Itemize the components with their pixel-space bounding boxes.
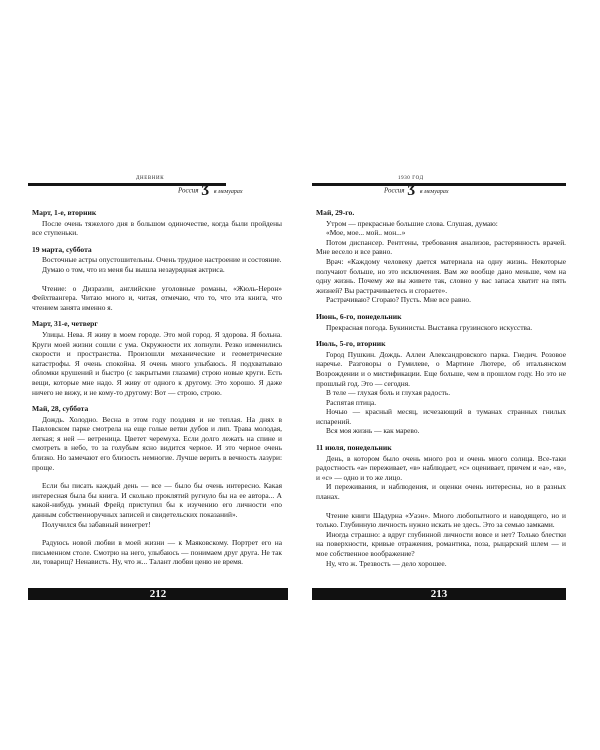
page-content <box>316 208 566 568</box>
paragraph: Растрачиваю? Сгораю? Пусть. Мне все равно. <box>326 295 471 305</box>
paragraph: День, в котором было очень много роз и очень много солнца. Все-таки радостность «а» переживает, «в» наблюдает, «с» оценивает, причем и «а», «в», и «с» — одно и то же лицо. <box>316 453 566 482</box>
paragraph: Ну, что ж. Трезвость — дело хорошее. <box>326 558 447 568</box>
emblem-text: Россия <box>384 186 405 195</box>
entry-heading: Июнь, 6-го, понедельник <box>316 311 402 321</box>
paragraph: Радуюсь новой любви в моей жизни — к Маяковскому. Портрет его на письменном столе. Смотрю на него, улыбаюсь — понимаем друг друга. Не так ли, товарищ? Ненависть. Ну, что ж... Талант любви ценю не время. <box>32 538 282 567</box>
paragraph: Распятая птица. <box>326 397 377 407</box>
paragraph: Потом диспансер. Рентгены, требования анализов, растерянность врачей. Мне весело и все равно. <box>316 237 566 257</box>
paragraph: Улицы. Нева. Я живу в моем городе. Это мой город. Я здорова. Я больна. Круги моей жизни сошли с ума. Окружности их лопнули. Резко изменились скорости и пространства. Произошли механические и геометрические катастрофы. Я очень спокойна. Я очень много улыбаюсь. Я подхватываю обломки крушений и быстро (с закрытыми глазами) строю новые круги. Есть вещи, которые мне надо. Я живу от одного к другому. Это хорошо. Я даже ничего не вижу, и не кому-то другому: Вот — строю, строю. <box>32 329 282 397</box>
page-number-bar <box>312 588 566 600</box>
paragraph: Чтение: о Дизраэли, английские уголовные романы, «Жюль-Нерон» Фейхтвангера. Читаю много и, читая, отмечаю, что то, что эта книга, что чтением занята именно я. <box>32 283 282 312</box>
paragraph-gap <box>32 275 282 284</box>
paragraph: Иногда страшно: а вдруг глубинной личности вовсе и нет? Только блестки на поверхности, кривые отражения, романтика, поза, рыцарский шлем — и мое собственное воображение? <box>316 529 566 558</box>
paragraph: После очень тяжелого дня в большом одиночестве, когда были пройдены все ступеньки. <box>32 218 282 238</box>
series-emblem <box>178 183 243 199</box>
paragraph: Дождь. Холодно. Весна в этом году поздняя и не теплая. На днях в Павловском парке смотрела на еще голые ветви дубов и лип. Трава молодая, легкая; я ней — ветреница. Цветет черемуха. Если долго лежать на спине и смотреть в небо, то за голубым ясно видится черное. И это черное очень близко. Но замечают его близость немногие. Лучше верить в вечность лазури: проще. <box>32 414 282 472</box>
emblem-mark: Ӡ <box>407 183 416 199</box>
entry-heading: Март, 31-е, четверг <box>32 319 98 329</box>
paragraph: Вся моя жизнь — как марево. <box>326 426 420 436</box>
entry-heading: 11 июля, понедельник <box>316 443 392 453</box>
paragraph: Чтение книги Шадурна «Уаэн». Много любопытного и наводящего, но и только. Глубинную личность нужно искать не здесь. Это за семью замками. <box>316 510 566 530</box>
emblem-subtitle: в мемуарах <box>213 188 243 195</box>
entry-heading: 19 марта, суббота <box>32 244 92 254</box>
paragraph: Получился бы забавный винегрет! <box>42 519 151 529</box>
entry-heading: Май, 28, суббота <box>32 404 89 414</box>
paragraph: Ночью — красный месяц, исчезающий в туманах странных гнилых испарений. <box>316 407 566 426</box>
entry-heading: Март, 1-е, вторник <box>32 208 97 217</box>
paragraph: Утром — прекрасные большие слова. Слушая, думаю: <box>326 218 498 228</box>
entry-heading: Май, 29-го. <box>316 208 355 217</box>
paragraph-gap <box>316 502 566 511</box>
series-emblem <box>384 183 449 199</box>
paragraph: «Мое, мое... мой.. мон...» <box>326 228 406 238</box>
left-page <box>28 168 288 600</box>
page-number: 212 <box>144 588 173 600</box>
paragraph-gap <box>32 472 282 481</box>
page-number-bar <box>28 588 288 600</box>
right-page <box>312 168 572 600</box>
paragraph-gap <box>32 529 282 538</box>
paragraph: В теле — глухая боль и глухая радость. <box>326 388 451 398</box>
paragraph: Думаю о том, что из меня бы вышла незаурядная актриса. <box>42 264 225 274</box>
page-number: 213 <box>425 588 454 600</box>
paragraph: Врач: «Каждому человеку дается материала на одну жизнь. Некоторые получают больше, но это исключения. Вам же вообще дано меньше, чем на одну жизнь. Почему же вы живете так, словно у вас запаса хватит на пять жизней? Вы растрачиваетесь и сгораете». <box>316 256 566 295</box>
paragraph: Если бы писать каждый день — все — было бы очень интересно. Какая интересная была бы книга. И сколько проклятий ругнуло бы на ее автора... А какой-нибудь умный Фрейд приступил бы к изучению его личности «по данным собственноручных записей и свидетельских показаний». <box>32 481 282 520</box>
paragraph: Город Пушкин. Дождь. Аллеи Александровского парка. Гнедич. Розовое наречье. Разговоры о Гумилеве, о Мартине Лютере, об итальянском Возрождении и о мистификации. Еще больше, чем в прошлом году. Но это не прошлый год. Это — сегодня. <box>316 349 566 388</box>
paragraph: И переживания, и наблюдения, и оценки очень интересны, но в разных планах. <box>316 482 566 502</box>
emblem-subtitle: в мемуарах <box>419 188 449 195</box>
running-head: ДНЕВНИК <box>136 176 165 181</box>
emblem-text: Россия <box>178 186 199 195</box>
paragraph: Прекрасная погода. Букинисты. Выставка грузинского искусства. <box>326 322 533 332</box>
emblem-mark: Ӡ <box>201 183 210 199</box>
running-head: 1930 ГОД <box>398 176 424 181</box>
page-content <box>32 208 282 567</box>
entry-heading: Июль, 5-го, вторник <box>316 339 386 349</box>
paragraph: Восточные астры опустошительны. Очень трудное настроение и состояние. <box>42 255 282 265</box>
